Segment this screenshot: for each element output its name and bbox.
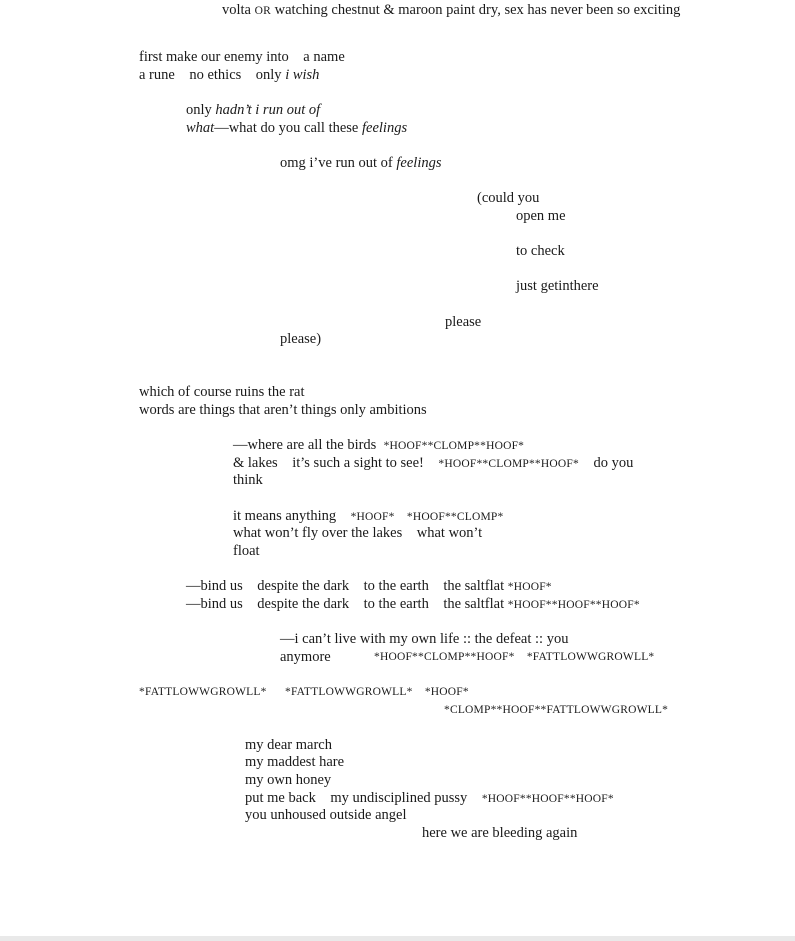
- stanza2-line1-text: only: [186, 102, 216, 118]
- stanza8-line6: here we are bleeding again: [422, 825, 578, 841]
- header-line: [222, 1, 680, 20]
- stanza5-line4-text: it means anything: [233, 508, 351, 524]
- cascade-line3: to check: [516, 243, 565, 259]
- cascade-line2: open me: [516, 208, 566, 224]
- stanza8-line3: my own honey: [245, 772, 332, 788]
- stanza7-line2-hoof: *HOOF**CLOMP**HOOF* *FATTLOWWGROWLL*: [374, 651, 655, 663]
- stanza8-line5: you unhoused outside angel: [245, 807, 407, 823]
- cascade-line4: just getinthere: [516, 278, 599, 294]
- page-bottom-edge: [0, 936, 795, 941]
- stanza5-line2: [233, 454, 633, 473]
- stanza7-line1: —i can’t live with my own life :: the defeat :: you: [280, 631, 569, 647]
- stanza6-line2: [186, 595, 640, 614]
- stanza1-line2: [139, 66, 319, 84]
- stanza6-line2-hoof: *HOOF**HOOF**HOOF*: [507, 599, 640, 611]
- stanza6-line1: [186, 577, 552, 596]
- stanza2-line2-italic-a: what: [186, 120, 215, 136]
- stanza5-line1: [233, 436, 524, 455]
- cascade-line6: please): [280, 331, 322, 347]
- header-or: OR: [254, 5, 272, 17]
- stanza6-line2-text: —bind us despite the dark to the earth the saltflat: [186, 596, 508, 612]
- stanza7-line2-word: anymore: [280, 649, 331, 665]
- stanza3-line1-italic: feelings: [396, 155, 442, 171]
- stanza8-line2: my maddest hare: [245, 754, 345, 770]
- cascade-line5: please: [445, 314, 482, 330]
- stanza5-line1-text: —where are all the birds: [233, 437, 384, 453]
- stanza2-line2-italic-b: feelings: [362, 120, 408, 136]
- stanza8-line4-hoof: *HOOF**HOOF**HOOF*: [481, 793, 614, 805]
- stanza3-line1-text: omg i’ve run out of: [280, 155, 397, 171]
- stanza6-line1-text: —bind us despite the dark to the earth the saltflat: [186, 578, 508, 594]
- growl-line2: *CLOMP**HOOF**FATTLOWWGROWLL*: [444, 704, 669, 716]
- stanza8-line1: my dear march: [245, 737, 332, 753]
- header-text-b: watching chestnut & maroon paint dry, sex has never been so exciting: [271, 2, 681, 18]
- stanza5-line2-tail: do you: [578, 455, 634, 471]
- growl-line1: *FATTLOWWGROWLL* *FATTLOWWGROWLL* *HOOF*: [139, 686, 469, 698]
- stanza5-line1-hoof: *HOOF**CLOMP**HOOF*: [383, 440, 525, 452]
- stanza8-line4-text: put me back my undisciplined pussy: [245, 790, 482, 806]
- stanza2-line1-italic: hadn’t i run out of: [215, 102, 321, 118]
- stanza4-line2: words are things that aren’t things only ambitions: [139, 402, 427, 418]
- stanza2-line2: [186, 119, 407, 137]
- stanza5-line3: think: [233, 472, 263, 488]
- stanza4-line1: which of course ruins the rat: [139, 384, 305, 400]
- stanza1-line2-text: a rune no ethics only: [139, 67, 286, 83]
- stanza5-line6: float: [233, 543, 260, 559]
- header-text-a: volta: [222, 2, 255, 18]
- stanza1-line1: first make our enemy into a name: [139, 49, 345, 65]
- stanza5-line2-text: & lakes it’s such a sight to see!: [233, 455, 439, 471]
- stanza5-line5: what won’t fly over the lakes what won’t: [233, 525, 483, 541]
- stanza5-line4-hoof: *HOOF* *HOOF**CLOMP*: [350, 511, 504, 523]
- stanza2-line2-text: —what do you call these: [214, 120, 362, 136]
- stanza3-line1: [280, 154, 442, 172]
- stanza1-line2-italic: i wish: [285, 67, 320, 83]
- cascade-line1: (could you: [477, 190, 540, 206]
- stanza6-line1-hoof: *HOOF*: [507, 581, 552, 593]
- stanza5-line2-hoof: *HOOF**CLOMP**HOOF*: [438, 458, 579, 470]
- stanza2-line1: [186, 101, 320, 119]
